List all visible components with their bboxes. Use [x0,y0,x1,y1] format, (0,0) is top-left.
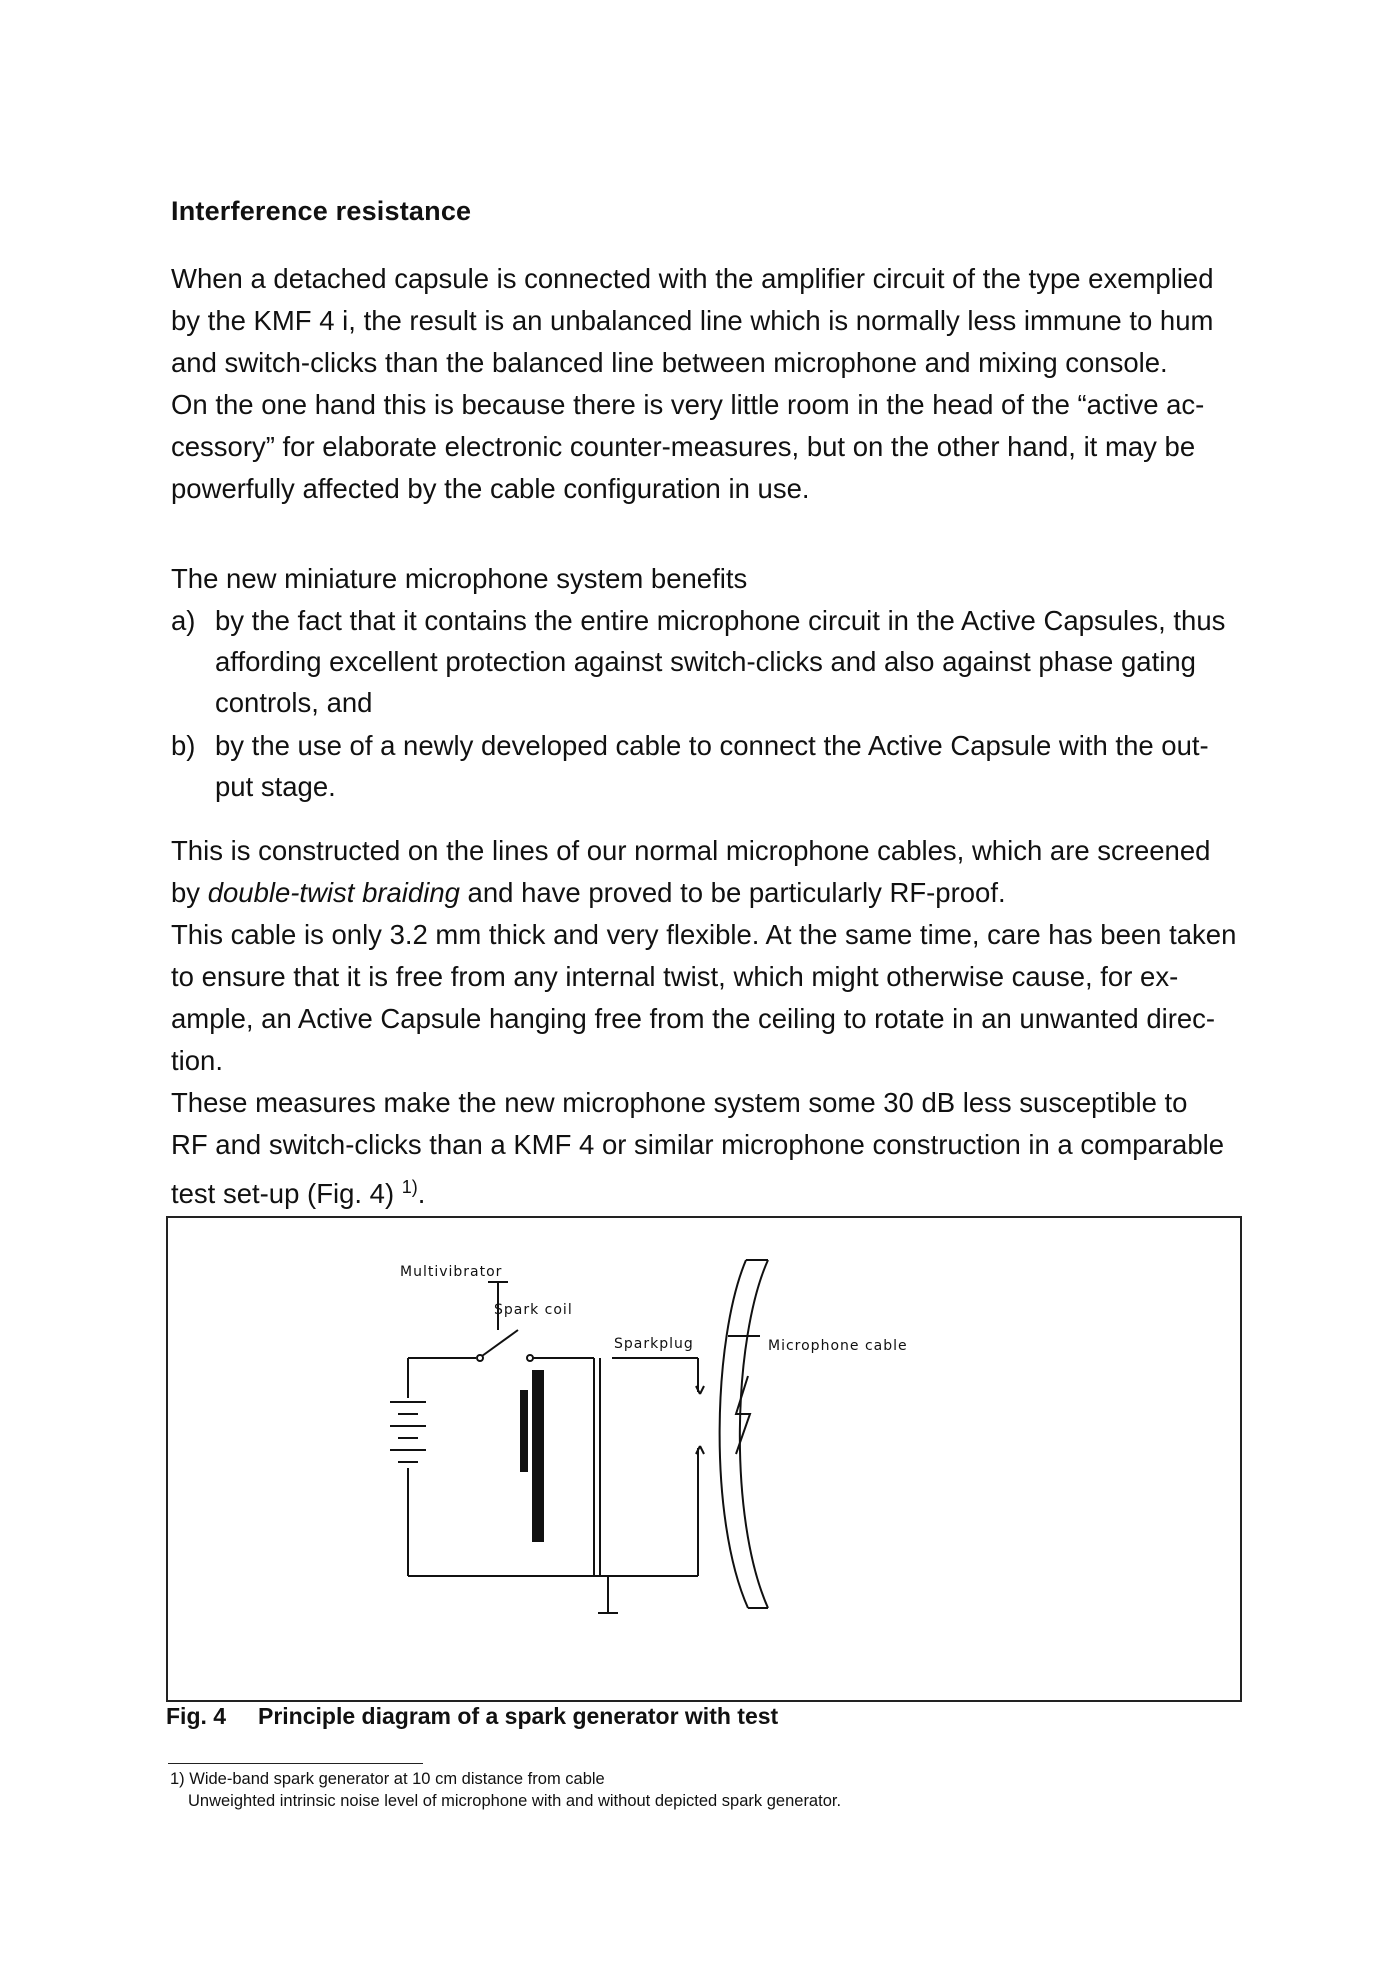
figure-caption [166,1703,778,1730]
text-line: to ensure that it is free from any internal twist, which might otherwise cause, for ex- [171,961,1179,992]
list-marker: b) [171,730,196,761]
text-line: powerfully affected by the cable configuration in use. [171,473,810,504]
spark-coil-core [532,1370,544,1542]
text-line: cessory” for elaborate electronic counter-measures, but on the other hand, it may be [171,431,1196,462]
list-item [171,725,1241,807]
footnote-separator [168,1763,423,1764]
list-item-text: by the use of a newly developed cable to connect the Active Capsule with the out-put stage. [215,730,1209,802]
text-line: These measures make the new microphone system some 30 dB less susceptible to [171,1087,1188,1118]
list-item [171,600,1241,723]
spark-coil-primary [520,1390,528,1472]
text-line: ample, an Active Capsule hanging free from the ceiling to rotate in an unwanted direc- [171,1003,1216,1034]
list-intro: The new miniature microphone system benefits [171,563,748,594]
text-line: This cable is only 3.2 mm thick and very flexible. At the same time, care has been taken [171,919,1237,950]
footnote-ref: 1) [401,1177,418,1197]
footnote-1: 1) Wide-band spark generator at 10 cm distance from cable [170,1770,605,1788]
list-marker: a) [171,605,196,636]
switch-lever [482,1330,518,1356]
figure-4-box [166,1216,1242,1702]
section-heading: Interference resistance [171,196,472,226]
text-line: When a detached capsule is connected with the amplifier circuit of the type exemplied [171,263,1214,294]
figure-caption-text: Principle diagram of a spark generator with test [258,1703,779,1729]
text-line: and switch-clicks than the balanced line between microphone and mixing console. [171,347,1168,378]
italic-term: double-twist braiding [207,877,460,908]
text-line: On the one hand this is because there is very little room in the head of the “active ac- [171,389,1205,420]
footnote-1-continuation: Unweighted intrinsic noise level of microphone with and without depicted spark generator. [188,1792,842,1810]
label-multivibrator: Multivibrator [400,1264,503,1280]
paragraph-cable [171,830,1241,1215]
spark-generator-diagram [168,1218,1240,1700]
label-spark-coil: Spark coil [494,1302,573,1318]
cable-curve [740,1260,768,1608]
figure-number: Fig. 4 [166,1703,227,1729]
label-sparkplug: Sparkplug [614,1336,694,1352]
text-line: test set-up (Fig. 4) $^{1)}$. [171,1177,426,1210]
text-line: by the KMF 4 i, the result is an unbalanced line which is normally less immune to hum [171,305,1214,336]
text-line: This is constructed on the lines of our normal microphone cables, which are screened [171,835,1211,866]
electrode-tip [700,1386,704,1394]
label-microphone-cable: Microphone cable [768,1338,908,1354]
text-line: RF and switch-clicks than a KMF 4 or similar microphone construction in a comparable [171,1129,1225,1160]
paragraph-intro [171,258,1241,510]
list-item-text: by the fact that it contains the entire microphone circuit in the Active Capsules, thus affording excellent protection against switch-clicks and also against phase gating controls, and [215,605,1226,718]
text-line: by double-twist braiding and have proved to be particularly RF-proof. [171,877,1006,908]
electrode-tip [700,1446,704,1454]
text-line: tion. [171,1045,223,1076]
benefits-list [171,600,1241,807]
spark-symbol [736,1376,750,1454]
